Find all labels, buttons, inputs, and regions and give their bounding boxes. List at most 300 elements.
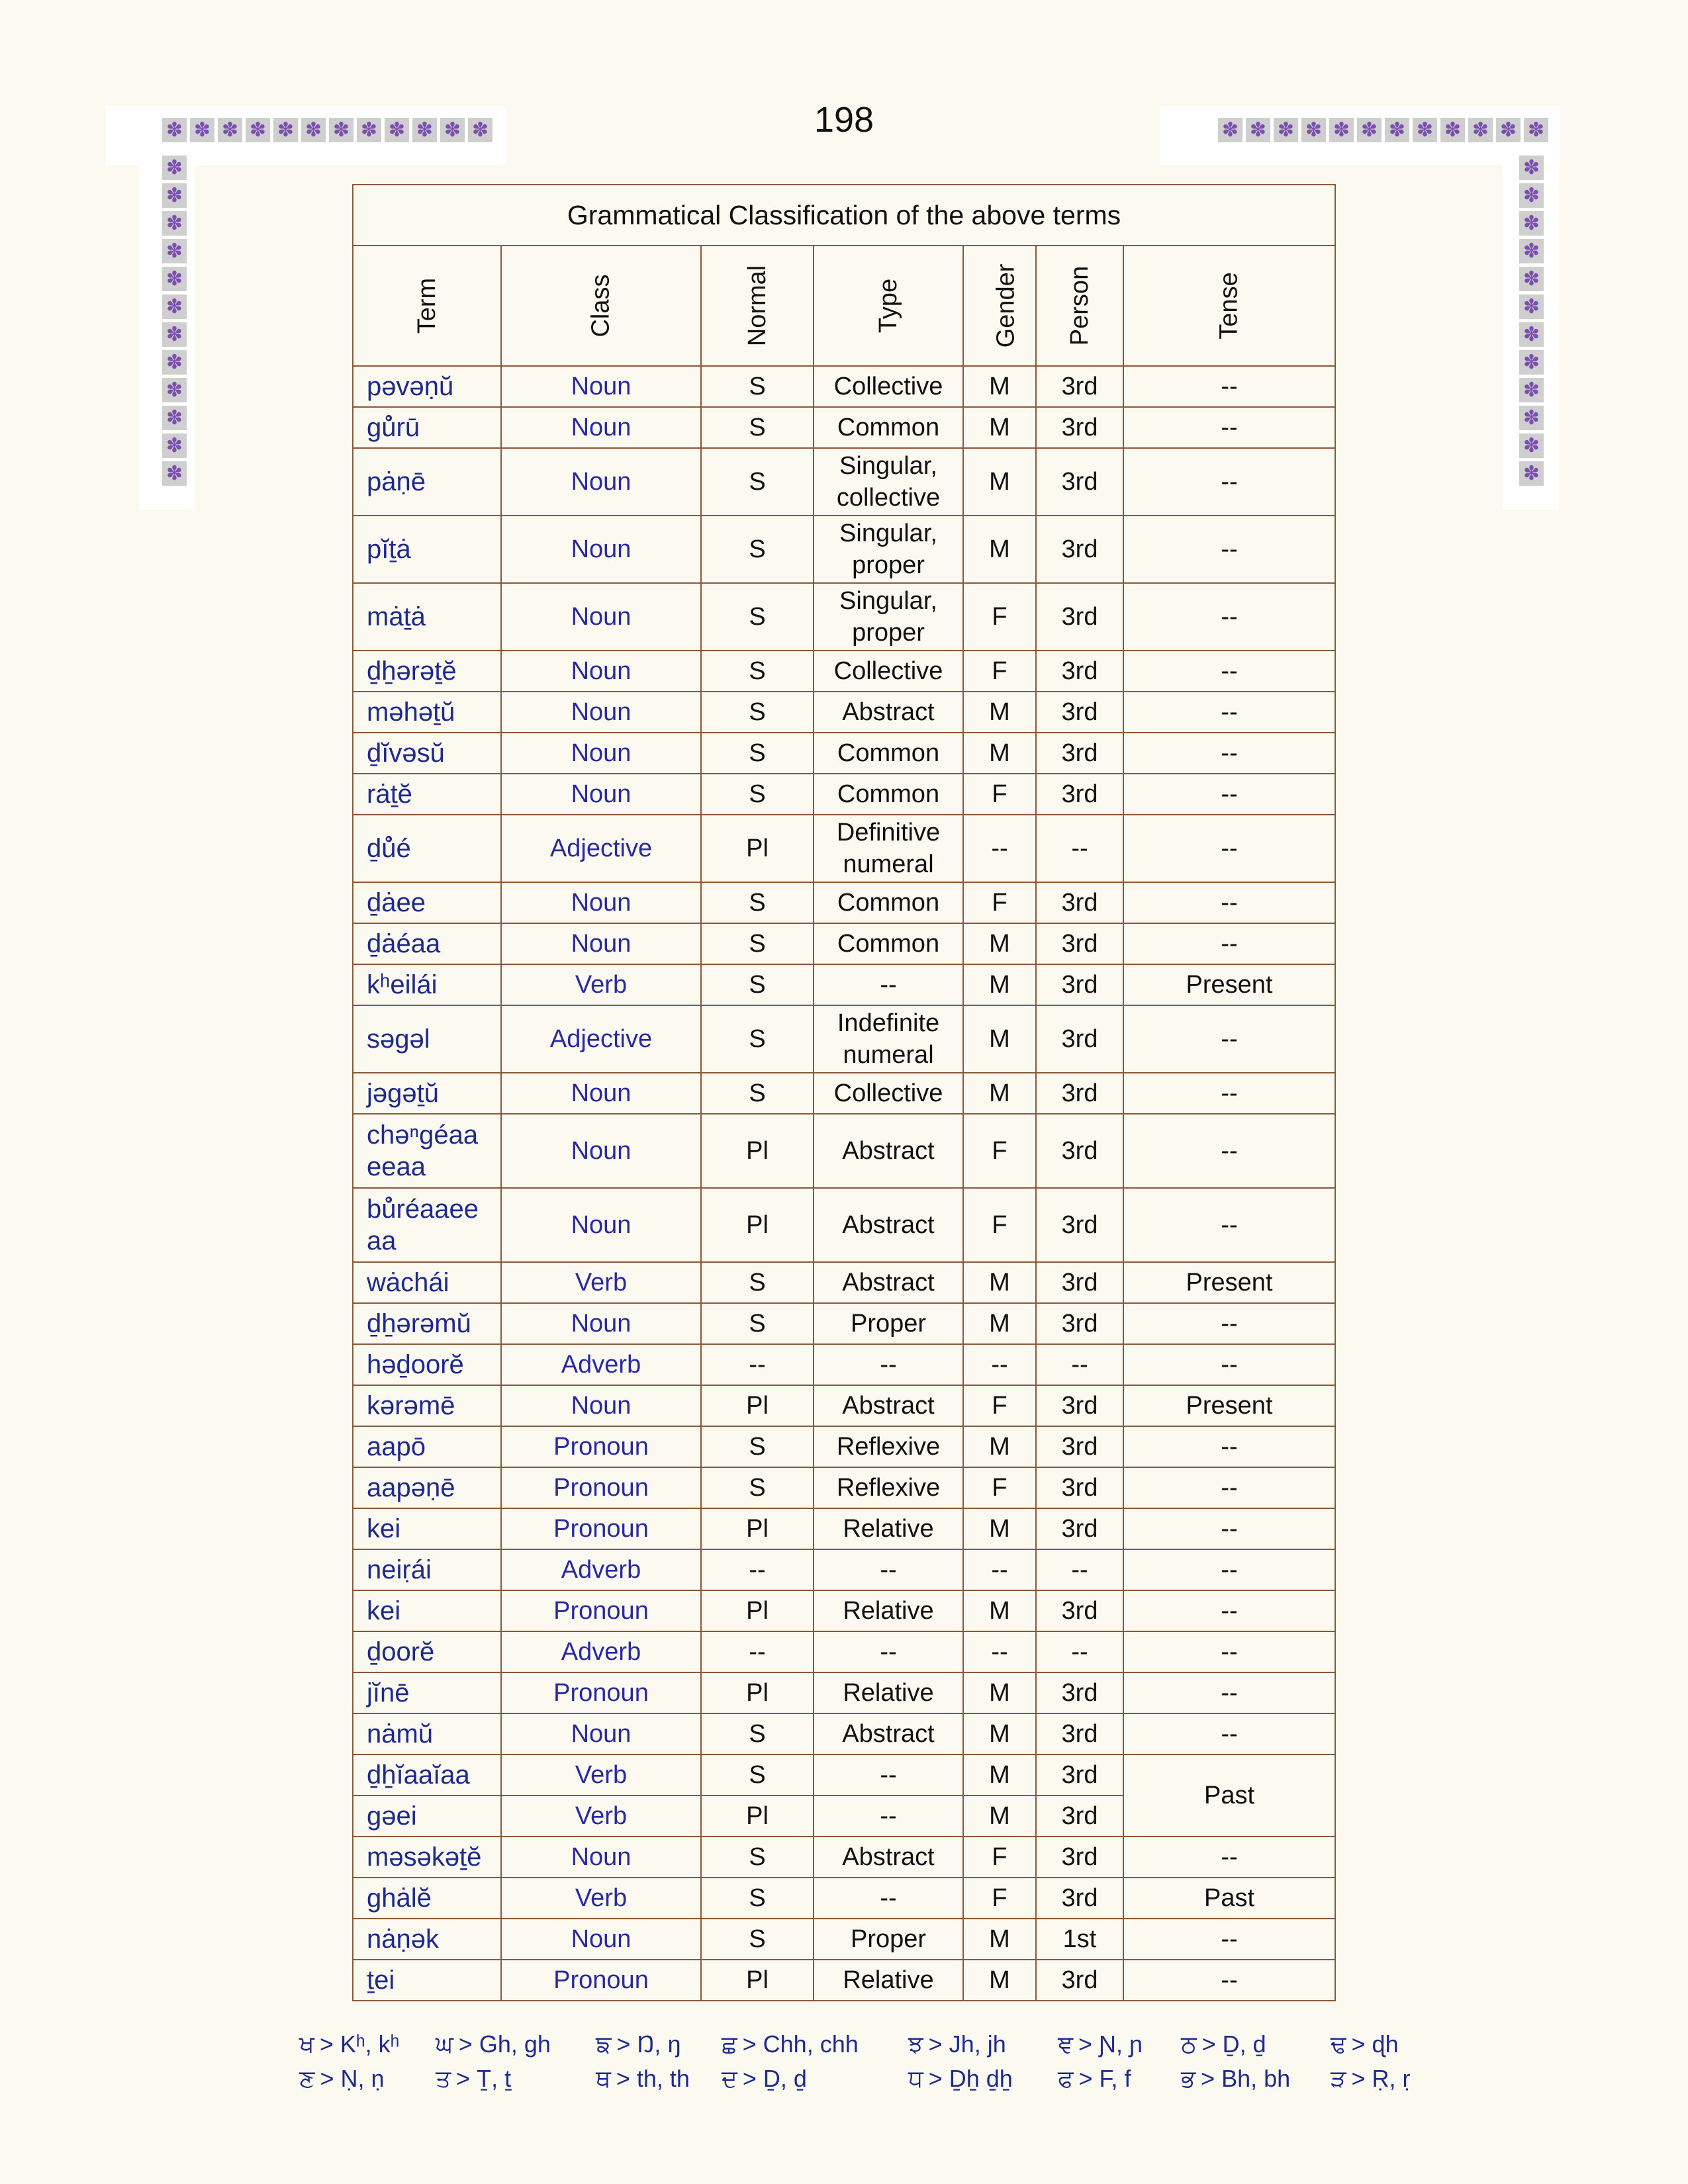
cell-class: Noun bbox=[501, 1188, 701, 1262]
cell-type: -- bbox=[814, 1754, 963, 1796]
ornament-icon: ✽ bbox=[1440, 118, 1465, 142]
ornament-icon: ✽ bbox=[1468, 118, 1493, 142]
gurmukhi-letter: ਘ bbox=[436, 2031, 453, 2058]
cell-person: 3rd bbox=[1036, 651, 1123, 692]
cell-term: chəⁿgéaa eeaa bbox=[353, 1114, 501, 1188]
ornament-icon: ✽ bbox=[246, 118, 270, 142]
ornament-icon: ✽ bbox=[1519, 295, 1544, 319]
cell-type: Indefinite numeral bbox=[814, 1005, 963, 1073]
gurmukhi-letter: ਦ bbox=[722, 2066, 737, 2093]
cell-tense: -- bbox=[1123, 448, 1335, 516]
cell-class: Adverb bbox=[501, 1549, 701, 1590]
table-row bbox=[353, 692, 1335, 733]
cell-tense: Present bbox=[1123, 1262, 1335, 1303]
cell-tense: -- bbox=[1123, 1960, 1335, 2001]
column-header-tense bbox=[1123, 246, 1335, 366]
cell-tense: -- bbox=[1123, 882, 1335, 923]
cell-type: Proper bbox=[814, 1919, 963, 1960]
cell-gender: M bbox=[963, 923, 1036, 964]
cell-person: 3rd bbox=[1036, 1426, 1123, 1467]
cell-gender: M bbox=[963, 1073, 1036, 1114]
ornament-icon: ✽ bbox=[1519, 267, 1544, 291]
cell-normal: Pl bbox=[701, 1590, 814, 1631]
table-row bbox=[353, 1878, 1335, 1919]
cell-gender: F bbox=[963, 1878, 1036, 1919]
table-row bbox=[353, 923, 1335, 964]
cell-type: -- bbox=[814, 1631, 963, 1672]
cell-person: 3rd bbox=[1036, 1262, 1123, 1303]
gurmukhi-letter: ਫ bbox=[1058, 2066, 1074, 2093]
cell-gender: -- bbox=[963, 1344, 1036, 1385]
cell-normal: S bbox=[701, 1467, 814, 1508]
cell-class: Noun bbox=[501, 1385, 701, 1426]
transliteration: > Ɲ, ɲ bbox=[1078, 2030, 1143, 2058]
key-entry bbox=[722, 2030, 859, 2059]
cell-type: Abstract bbox=[814, 692, 963, 733]
ornament-icon: ✽ bbox=[162, 267, 187, 291]
key-entry bbox=[436, 2030, 551, 2059]
cell-person: -- bbox=[1036, 1344, 1123, 1385]
cell-person: 3rd bbox=[1036, 1005, 1123, 1073]
page-number: 198 bbox=[814, 100, 874, 140]
ornament-icon: ✽ bbox=[1357, 118, 1382, 142]
cell-person: 3rd bbox=[1036, 407, 1123, 448]
cell-class: Noun bbox=[501, 733, 701, 774]
cell-term: wȧchái bbox=[353, 1262, 501, 1303]
cell-term: həḏoorĕ bbox=[353, 1344, 501, 1385]
ornament-icon: ✽ bbox=[273, 118, 298, 142]
ornament-icon: ✽ bbox=[357, 118, 381, 142]
ornament-icon: ✽ bbox=[1496, 118, 1521, 142]
table-row bbox=[353, 1631, 1335, 1672]
cell-tense: -- bbox=[1123, 366, 1335, 407]
cell-term: pĭṯȧ bbox=[353, 516, 501, 583]
cell-gender: M bbox=[963, 1303, 1036, 1344]
cell-tense: Present bbox=[1123, 1385, 1335, 1426]
ornament-icon: ✽ bbox=[162, 378, 187, 402]
cell-term: kei bbox=[353, 1590, 501, 1631]
cell-tense: -- bbox=[1123, 1590, 1335, 1631]
cell-class: Pronoun bbox=[501, 1672, 701, 1713]
cell-person: 3rd bbox=[1036, 692, 1123, 733]
cell-type: Definitive numeral bbox=[814, 815, 963, 882]
cell-normal: -- bbox=[701, 1631, 814, 1672]
ornament-icon: ✽ bbox=[1519, 433, 1544, 458]
column-header-class bbox=[501, 246, 701, 366]
gurmukhi-letter: ਠ bbox=[1181, 2031, 1197, 2058]
transliteration: > Ḏ, ḏ bbox=[1201, 2030, 1266, 2058]
ornament-icon: ✽ bbox=[1519, 183, 1544, 208]
cell-class: Adjective bbox=[501, 815, 701, 882]
cell-gender: F bbox=[963, 882, 1036, 923]
ornament-icon: ✽ bbox=[440, 118, 465, 142]
cell-term: kərəmē bbox=[353, 1385, 501, 1426]
cell-term: neiṛái bbox=[353, 1549, 501, 1590]
ornament-icon: ✽ bbox=[1301, 118, 1326, 142]
cell-person: 3rd bbox=[1036, 1672, 1123, 1713]
cell-class: Noun bbox=[501, 366, 701, 407]
ornament-icon: ✽ bbox=[162, 118, 187, 142]
cell-normal: Pl bbox=[701, 1508, 814, 1549]
table-row bbox=[353, 1754, 1335, 1796]
ornament-icon: ✽ bbox=[329, 118, 353, 142]
table-row bbox=[353, 733, 1335, 774]
cell-normal: S bbox=[701, 774, 814, 815]
cell-gender: M bbox=[963, 733, 1036, 774]
ornament-icon: ✽ bbox=[1519, 461, 1544, 486]
gurmukhi-letter: ਛ bbox=[722, 2031, 737, 2058]
cell-tense: -- bbox=[1123, 1919, 1335, 1960]
cell-normal: S bbox=[701, 1713, 814, 1754]
ornament-icon: ✽ bbox=[162, 211, 187, 236]
gurmukhi-letter: ਞ bbox=[1058, 2031, 1074, 2058]
cell-person: 3rd bbox=[1036, 1878, 1123, 1919]
cell-type: Collective bbox=[814, 366, 963, 407]
transliteration: > Ṇ, ṇ bbox=[320, 2065, 385, 2092]
cell-gender: M bbox=[963, 1919, 1036, 1960]
transliteration: > F, f bbox=[1078, 2065, 1131, 2092]
cell-class: Adjective bbox=[501, 1005, 701, 1073]
cell-type: Relative bbox=[814, 1960, 963, 2001]
cell-normal: S bbox=[701, 516, 814, 583]
ornament-icon: ✽ bbox=[162, 461, 187, 486]
key-entry bbox=[596, 2065, 690, 2093]
cell-gender: M bbox=[963, 1713, 1036, 1754]
cell-gender: M bbox=[963, 1005, 1036, 1073]
ornament-icon: ✽ bbox=[190, 118, 214, 142]
cell-tense: -- bbox=[1123, 923, 1335, 964]
table-row bbox=[353, 882, 1335, 923]
cell-class: Noun bbox=[501, 1713, 701, 1754]
cell-person: 3rd bbox=[1036, 366, 1123, 407]
table-row bbox=[353, 1385, 1335, 1426]
cell-term: pȧṇē bbox=[353, 448, 501, 516]
cell-tense: -- bbox=[1123, 1303, 1335, 1344]
transliteration: > Ṛ, ṛ bbox=[1351, 2065, 1411, 2092]
cell-tense: -- bbox=[1123, 1508, 1335, 1549]
cell-type: Collective bbox=[814, 651, 963, 692]
cell-term: ḏĭvəsŭ bbox=[353, 733, 501, 774]
cell-tense: -- bbox=[1123, 1837, 1335, 1878]
cell-person: 3rd bbox=[1036, 774, 1123, 815]
ornament-icon: ✽ bbox=[1413, 118, 1437, 142]
cell-normal: Pl bbox=[701, 1114, 814, 1188]
column-header-label: Person bbox=[1066, 265, 1094, 346]
table-row bbox=[353, 1426, 1335, 1467]
cell-term: gəei bbox=[353, 1796, 501, 1837]
cell-term: pəvəṇŭ bbox=[353, 366, 501, 407]
cell-normal: S bbox=[701, 448, 814, 516]
cell-type: Proper bbox=[814, 1303, 963, 1344]
cell-type: Singular, proper bbox=[814, 583, 963, 651]
cell-class: Noun bbox=[501, 1073, 701, 1114]
ornament-border-right bbox=[1519, 156, 1544, 486]
ornament-icon: ✽ bbox=[1524, 118, 1548, 142]
cell-gender: M bbox=[963, 516, 1036, 583]
cell-gender: M bbox=[963, 448, 1036, 516]
cell-class: Noun bbox=[501, 583, 701, 651]
transliteration: > Gh, gh bbox=[458, 2030, 551, 2058]
cell-normal: S bbox=[701, 1919, 814, 1960]
ornament-icon: ✽ bbox=[162, 350, 187, 375]
cell-tense: -- bbox=[1123, 1344, 1335, 1385]
key-entry bbox=[299, 2030, 399, 2059]
transliteration: > Ŋ, ŋ bbox=[616, 2030, 681, 2058]
cell-class: Noun bbox=[501, 407, 701, 448]
cell-person: 3rd bbox=[1036, 1188, 1123, 1262]
cell-class: Pronoun bbox=[501, 1590, 701, 1631]
cell-tense: -- bbox=[1123, 407, 1335, 448]
ornament-icon: ✽ bbox=[1385, 118, 1409, 142]
cell-term: ḏẖərəṯĕ bbox=[353, 651, 501, 692]
cell-tense: -- bbox=[1123, 692, 1335, 733]
key-entry bbox=[299, 2065, 385, 2093]
gurmukhi-letter: ਥ bbox=[596, 2066, 611, 2093]
cell-normal: Pl bbox=[701, 1672, 814, 1713]
transliteration: > Ḏ, ḏ bbox=[742, 2065, 807, 2092]
cell-person: 3rd bbox=[1036, 1796, 1123, 1837]
ornament-icon: ✽ bbox=[162, 433, 187, 458]
table-row bbox=[353, 1303, 1335, 1344]
cell-gender: M bbox=[963, 1960, 1036, 2001]
gurmukhi-letter: ਖ bbox=[299, 2031, 314, 2058]
cell-type: -- bbox=[814, 1796, 963, 1837]
cell-type: Singular, collective bbox=[814, 448, 963, 516]
cell-gender: F bbox=[963, 774, 1036, 815]
gurmukhi-letter: ਤ bbox=[436, 2066, 451, 2093]
table-row bbox=[353, 1590, 1335, 1631]
cell-type: Relative bbox=[814, 1508, 963, 1549]
cell-person: 3rd bbox=[1036, 1303, 1123, 1344]
cell-normal: S bbox=[701, 407, 814, 448]
key-entry bbox=[1058, 2030, 1143, 2059]
column-header-normal bbox=[701, 246, 814, 366]
cell-class: Noun bbox=[501, 923, 701, 964]
cell-gender: F bbox=[963, 1188, 1036, 1262]
cell-class: Pronoun bbox=[501, 1426, 701, 1467]
cell-person: 3rd bbox=[1036, 1508, 1123, 1549]
cell-tense: -- bbox=[1123, 1073, 1335, 1114]
cell-class: Verb bbox=[501, 1796, 701, 1837]
ornament-icon: ✽ bbox=[162, 183, 187, 208]
table-row bbox=[353, 1073, 1335, 1114]
transliteration: > Ṯ, ṯ bbox=[456, 2065, 512, 2092]
cell-term: aapō bbox=[353, 1426, 501, 1467]
ornament-icon: ✽ bbox=[1519, 350, 1544, 375]
cell-term: kei bbox=[353, 1508, 501, 1549]
cell-tense: -- bbox=[1123, 1188, 1335, 1262]
table-row bbox=[353, 407, 1335, 448]
cell-normal: Pl bbox=[701, 1960, 814, 2001]
key-entry bbox=[722, 2065, 807, 2093]
gurmukhi-letter: ੜ bbox=[1331, 2066, 1346, 2093]
cell-person: 3rd bbox=[1036, 1713, 1123, 1754]
table-row bbox=[353, 1005, 1335, 1073]
ornament-icon: ✽ bbox=[1246, 118, 1270, 142]
table-row bbox=[353, 964, 1335, 1005]
cell-type: Common bbox=[814, 882, 963, 923]
table-row bbox=[353, 1549, 1335, 1590]
cell-class: Noun bbox=[501, 516, 701, 583]
cell-class: Noun bbox=[501, 774, 701, 815]
cell-term: jĭnē bbox=[353, 1672, 501, 1713]
cell-class: Verb bbox=[501, 1878, 701, 1919]
cell-tense: -- bbox=[1123, 516, 1335, 583]
ornament-icon: ✽ bbox=[162, 156, 187, 180]
cell-term: aapəṇē bbox=[353, 1467, 501, 1508]
cell-gender: -- bbox=[963, 1549, 1036, 1590]
cell-person: 3rd bbox=[1036, 1960, 1123, 2001]
cell-type: Common bbox=[814, 923, 963, 964]
cell-class: Verb bbox=[501, 964, 701, 1005]
cell-person: 3rd bbox=[1036, 1754, 1123, 1796]
cell-normal: S bbox=[701, 692, 814, 733]
table-row bbox=[353, 1713, 1335, 1754]
transliteration: > th, th bbox=[616, 2065, 690, 2092]
key-entry bbox=[1181, 2065, 1290, 2093]
column-header-term bbox=[353, 246, 501, 366]
cell-tense: -- bbox=[1123, 583, 1335, 651]
cell-gender: F bbox=[963, 1467, 1036, 1508]
cell-tense: -- bbox=[1123, 733, 1335, 774]
cell-term: məhəṯŭ bbox=[353, 692, 501, 733]
cell-gender: M bbox=[963, 1590, 1036, 1631]
column-header-label: Class bbox=[587, 274, 615, 338]
cell-tense: -- bbox=[1123, 774, 1335, 815]
cell-term: jəgəṯŭ bbox=[353, 1073, 501, 1114]
table-row bbox=[353, 1919, 1335, 1960]
gurmukhi-letter: ਝ bbox=[908, 2031, 923, 2058]
cell-class: Noun bbox=[501, 882, 701, 923]
key-entry bbox=[436, 2065, 511, 2093]
cell-normal: S bbox=[701, 964, 814, 1005]
table-row bbox=[353, 1672, 1335, 1713]
cell-person: 3rd bbox=[1036, 733, 1123, 774]
cell-person: -- bbox=[1036, 1631, 1123, 1672]
gurmukhi-letter: ਢ bbox=[1331, 2031, 1346, 2058]
ornament-icon: ✽ bbox=[162, 406, 187, 430]
cell-type: Collective bbox=[814, 1073, 963, 1114]
cell-normal: Pl bbox=[701, 1796, 814, 1837]
ornament-border-left bbox=[162, 156, 187, 486]
table-row bbox=[353, 651, 1335, 692]
cell-term: ḏȧéaa bbox=[353, 923, 501, 964]
cell-gender: M bbox=[963, 407, 1036, 448]
cell-term: ḏẖĭaaĭaa bbox=[353, 1754, 501, 1796]
ornament-icon: ✽ bbox=[385, 118, 409, 142]
cell-gender: M bbox=[963, 1754, 1036, 1796]
cell-tense: -- bbox=[1123, 1005, 1335, 1073]
cell-term: ghȧlĕ bbox=[353, 1878, 501, 1919]
cell-tense: -- bbox=[1123, 1631, 1335, 1672]
ornament-icon: ✽ bbox=[1519, 322, 1544, 347]
cell-normal: S bbox=[701, 1073, 814, 1114]
cell-person: 3rd bbox=[1036, 1073, 1123, 1114]
column-header-type bbox=[814, 246, 963, 366]
cell-gender: -- bbox=[963, 1631, 1036, 1672]
cell-normal: S bbox=[701, 1303, 814, 1344]
cell-person: 3rd bbox=[1036, 1590, 1123, 1631]
cell-class: Verb bbox=[501, 1262, 701, 1303]
cell-class: Noun bbox=[501, 1114, 701, 1188]
gurmukhi-letter: ਙ bbox=[596, 2031, 612, 2058]
cell-type: Abstract bbox=[814, 1713, 963, 1754]
cell-term: məsəkəṯĕ bbox=[353, 1837, 501, 1878]
ornament-icon: ✽ bbox=[1519, 156, 1544, 180]
ornament-icon: ✽ bbox=[218, 118, 242, 142]
ornament-icon: ✽ bbox=[1329, 118, 1354, 142]
cell-normal: S bbox=[701, 583, 814, 651]
cell-type: -- bbox=[814, 1344, 963, 1385]
cell-term: rȧṯĕ bbox=[353, 774, 501, 815]
cell-class: Noun bbox=[501, 651, 701, 692]
table-row bbox=[353, 774, 1335, 815]
cell-person: -- bbox=[1036, 815, 1123, 882]
ornament-icon: ✽ bbox=[412, 118, 437, 142]
key-entry bbox=[908, 2030, 1006, 2059]
cell-person: 3rd bbox=[1036, 1114, 1123, 1188]
cell-tense: -- bbox=[1123, 1672, 1335, 1713]
cell-tense: -- bbox=[1123, 1426, 1335, 1467]
cell-person: 3rd bbox=[1036, 1837, 1123, 1878]
key-entry bbox=[1331, 2030, 1399, 2059]
grammatical-classification-table bbox=[352, 184, 1336, 2001]
cell-normal: S bbox=[701, 651, 814, 692]
cell-term: ḏoorĕ bbox=[353, 1631, 501, 1672]
cell-type: Abstract bbox=[814, 1837, 963, 1878]
ornament-icon: ✽ bbox=[1218, 118, 1243, 142]
cell-person: 3rd bbox=[1036, 882, 1123, 923]
cell-tense: Past bbox=[1123, 1754, 1335, 1837]
cell-class: Noun bbox=[501, 1919, 701, 1960]
cell-class: Noun bbox=[501, 1303, 701, 1344]
ornament-icon: ✽ bbox=[301, 118, 326, 142]
table-row bbox=[353, 1344, 1335, 1385]
cell-tense: -- bbox=[1123, 1114, 1335, 1188]
cell-person: 3rd bbox=[1036, 448, 1123, 516]
ornament-icon: ✽ bbox=[1274, 118, 1298, 142]
cell-term: kʰeilái bbox=[353, 964, 501, 1005]
cell-normal: -- bbox=[701, 1344, 814, 1385]
cell-normal: S bbox=[701, 882, 814, 923]
cell-class: Verb bbox=[501, 1754, 701, 1796]
table-row bbox=[353, 815, 1335, 882]
cell-normal: S bbox=[701, 1262, 814, 1303]
cell-normal: S bbox=[701, 1005, 814, 1073]
cell-type: -- bbox=[814, 1549, 963, 1590]
cell-type: Relative bbox=[814, 1672, 963, 1713]
cell-gender: M bbox=[963, 1426, 1036, 1467]
transliteration: > Ḏẖ ḏẖ bbox=[928, 2065, 1013, 2092]
cell-type: Common bbox=[814, 733, 963, 774]
cell-type: Reflexive bbox=[814, 1426, 963, 1467]
ornament-icon: ✽ bbox=[162, 295, 187, 319]
transliteration: > Bh, bh bbox=[1201, 2065, 1291, 2092]
transliteration: > Kʰ, kʰ bbox=[319, 2030, 400, 2058]
table-row bbox=[353, 366, 1335, 407]
column-header-person bbox=[1036, 246, 1123, 366]
cell-tense: -- bbox=[1123, 651, 1335, 692]
cell-person: 3rd bbox=[1036, 964, 1123, 1005]
cell-gender: F bbox=[963, 1837, 1036, 1878]
column-header-label: Type bbox=[874, 278, 902, 334]
table-row bbox=[353, 1960, 1335, 2001]
cell-normal: -- bbox=[701, 1549, 814, 1590]
ornament-icon: ✽ bbox=[1519, 211, 1544, 236]
cell-class: Pronoun bbox=[501, 1960, 701, 2001]
cell-type: Abstract bbox=[814, 1385, 963, 1426]
key-entry bbox=[1181, 2030, 1266, 2059]
